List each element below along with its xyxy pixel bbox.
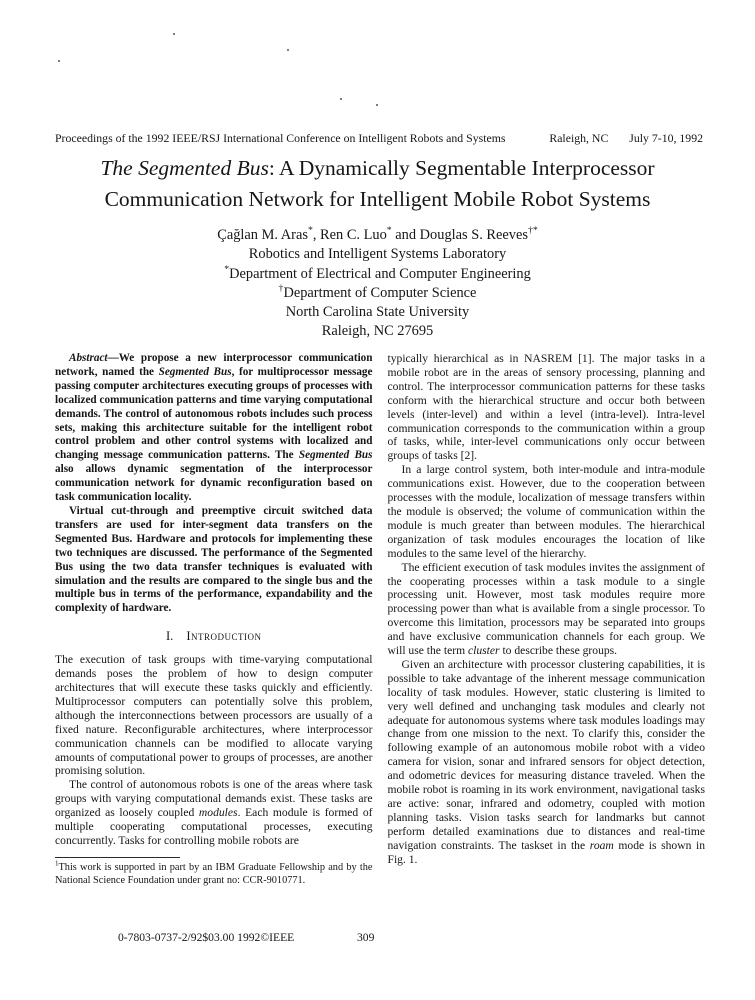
abstract-paragraph-2: Virtual cut-through and preemptive circuit switched data transfers are used for inter-segment data transfers on the Segmented Bus. Hardware and protocols for implementing these two techniques are discussed. The performance of the Segmented Bus using the two data transfer techniques is evaluated with simulation and the results are compared to the single bus and the multiple bus in terms of the performance, expandability and the complexity of hardware. [55, 504, 373, 615]
affiliation-line: Raleigh, NC 27695 [321, 323, 434, 340]
conference-date: July 7-10, 1992 [629, 131, 703, 145]
affiliation-line: North Carolina State University [285, 304, 470, 321]
proceedings-title: Proceedings of the 1992 IEEE/RSJ International Conference on Intelligent Robots and Systems [55, 131, 506, 145]
body-columns [55, 352, 705, 932]
affiliation-line: *Department of Electrical and Computer Engineering [224, 263, 531, 282]
body-paragraph-4: Given an architecture with processor clustering capabilities, it is possible to take advantage of the inherent message communication locality of task modules. However, static clustering is limited to very well defined and unchanging task modules and clearly not adequate for autonomous systems where task modules loadings may change from one mission to the next. To clarify this, consider the following example of an autonomous mobile robot with a video camera for vision, sonar and infrared sensors for object detection, and odometric devices for measuring distance traveled. When the mobile robot is roaming in its work environment, navigational tasks are active: sonar, infrared and odometry, coupled with motion planning tasks. Vision tasks search for landmarks but cannot perform detailed examinations due to distances and real-time navigation constraints. The taskset in the roam mode is shown in Fig. 1. [387, 657, 705, 866]
right-column [388, 352, 706, 932]
paper-title-line1: The Segmented Bus: A Dynamically Segmentable Interprocessor [100, 156, 655, 180]
body-paragraph-2: In a large control system, both inter-module and intra-module communications exist. However, due to the cooperation between processes with the module, localization of message transfers within the module is observed; the volume of communication within the module is much greater than between modules. The hierarchical organization of task modules encourages the location of like modules to the same level of the hierarchy. [387, 463, 705, 560]
body-paragraph-3: The efficient execution of task modules invites the assignment of the cooperating processes within a task module to a single processing unit. However, most task modules require more processing power than what is available from a single processor. To overcome this limitation, processors may be separated into groups and have exclusive communication channels for each group. We will use the term cluster to describe these groups. [387, 560, 705, 658]
section-heading-introduction: I. Introduction [165, 629, 262, 644]
body-paragraph-1: typically hierarchical as in NASREM [1]. The major tasks in a mobile robot are in the areas of sensory processing, planning and control. The interprocessor communication patterns for these tasks conform with the hierarchical structure and occur both between levels (inter-level) and within a level (intra-level). Intra-level communication corresponds to the communication within a group of tasks, while, inter-level communications only occur between groups of tasks [2]. [387, 352, 705, 463]
left-column [55, 352, 373, 932]
footnote-text: $^1$This work is supported in part by an IBM Graduate Fellowship and by the National Science Foundation under grant no: CCR-9010771. [55, 859, 373, 886]
footnote [55, 857, 373, 887]
authors-line: Çağlan M. Aras*, Ren C. Luo* and Douglas S. Reeves†* [217, 225, 538, 243]
scan-speck [376, 104, 378, 106]
affiliation-line: †Department of Computer Science [278, 283, 477, 301]
authors-block [0, 226, 755, 342]
conference-location: Raleigh, NC [549, 131, 609, 145]
affiliation-line: Robotics and Intelligent Systems Laboratory [248, 246, 507, 263]
copyright-line: 0-7803-0737-2/92$03.00 1992©IEEE [118, 931, 295, 944]
proceedings-location-date [549, 131, 703, 145]
intro-paragraph-1: The execution of task groups with time-varying computational demands poses the problem of how to design computer architectures that will execute these tasks quickly and efficiently. Multiprocessor computers can potentially solve this problem, although the interconnections between processors are usually of a fixed nature. Reconfigurable architectures, where interprocessor communication channels can be modified to allocate varying amounts of computational power to groups of processes, are another promising solution. [55, 653, 373, 778]
paper-title [0, 153, 755, 215]
scan-speck [173, 33, 175, 35]
intro-paragraph-2: The control of autonomous robots is one of the areas where task groups with varying computational demands exist. These tasks are organized as loosely coupled modules. Each module is formed of multiple cooperating computational processes, executing concurrently. Tasks for controlling mobile robots are [55, 778, 373, 847]
page-number: 309 [357, 931, 375, 944]
paper-title-line2: Communication Network for Intelligent Mobile Robot Systems [104, 187, 651, 211]
scan-speck [58, 60, 60, 62]
scan-speck [340, 98, 342, 100]
proceedings-header [55, 131, 703, 145]
scan-speck [287, 49, 289, 51]
footnote-rule [55, 857, 180, 858]
abstract-paragraph-1: Abstract—We propose a new interprocessor communication network, named the Segmented Bus, for multiprocessor message passing computer architectures executing groups of processes with localized communication patterns and time varying computational demands. The control of autonomous robots includes such process sets, making this architecture suitable for the intelligent robot control problem and other control systems with localized and changing message communication patterns. The Segmented Bus also allows dynamic segmentation of the interprocessor communication network for dynamic reconfiguration based on task communication locality. [55, 352, 373, 504]
